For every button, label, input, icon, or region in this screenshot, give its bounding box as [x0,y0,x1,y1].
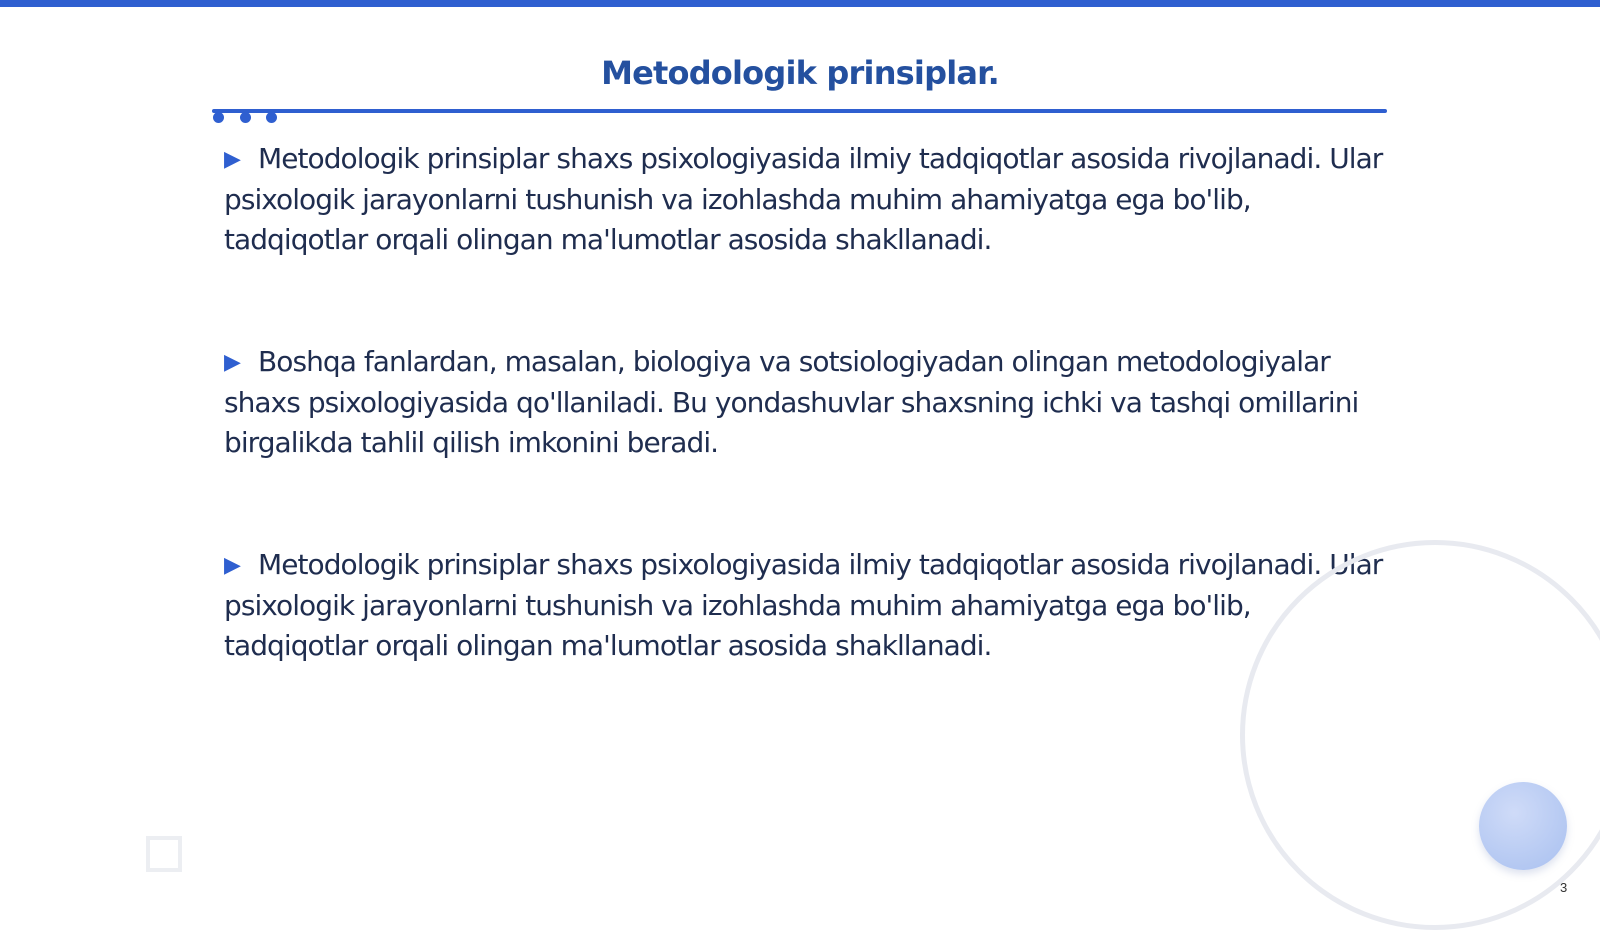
underline-dot-2 [240,112,251,123]
underline-dot-1 [213,112,224,123]
slide-title: Metodologik prinsiplar. [601,54,999,92]
bullet-list [224,139,1384,748]
decorative-circle [1479,782,1567,870]
decorative-square [146,836,182,872]
bullet-item [224,139,1384,260]
top-accent-bar [0,0,1600,7]
triangle-bullet-icon: ▶ [224,350,240,375]
title-underline [212,109,1387,113]
decorative-ring [1240,540,1600,930]
triangle-bullet-icon: ▶ [224,553,240,578]
bullet-item [224,545,1384,666]
bullet-text: Metodologik prinsiplar shaxs psixologiyasida ilmiy tadqiqotlar asosida rivojlanadi. Ular psixologik jarayonlarni tushunish va izohlashda muhim ahamiyatga ega bo'lib, tadqiqotlar orqali olingan ma'lumotlar asosida shakllanadi. [224,142,1383,256]
triangle-bullet-icon: ▶ [224,147,240,172]
page-number: 3 [1560,880,1568,895]
underline-dot-3 [266,112,277,123]
bullet-text: Boshqa fanlardan, masalan, biologiya va sotsiologiyadan olingan metodologiyalar shaxs psixologiyasida qo'llaniladi. Bu yondashuvlar shaxsning ichki va tashqi omillarini birgalikda tahlil qilish imkonini beradi. [224,345,1359,459]
bullet-item [224,342,1384,463]
bullet-text: Metodologik prinsiplar shaxs psixologiyasida ilmiy tadqiqotlar asosida rivojlanadi. Ular psixologik jarayonlarni tushunish va izohlashda muhim ahamiyatga ega bo'lib, tadqiqotlar orqali olingan ma'lumotlar asosida shakllanadi. [224,548,1383,662]
